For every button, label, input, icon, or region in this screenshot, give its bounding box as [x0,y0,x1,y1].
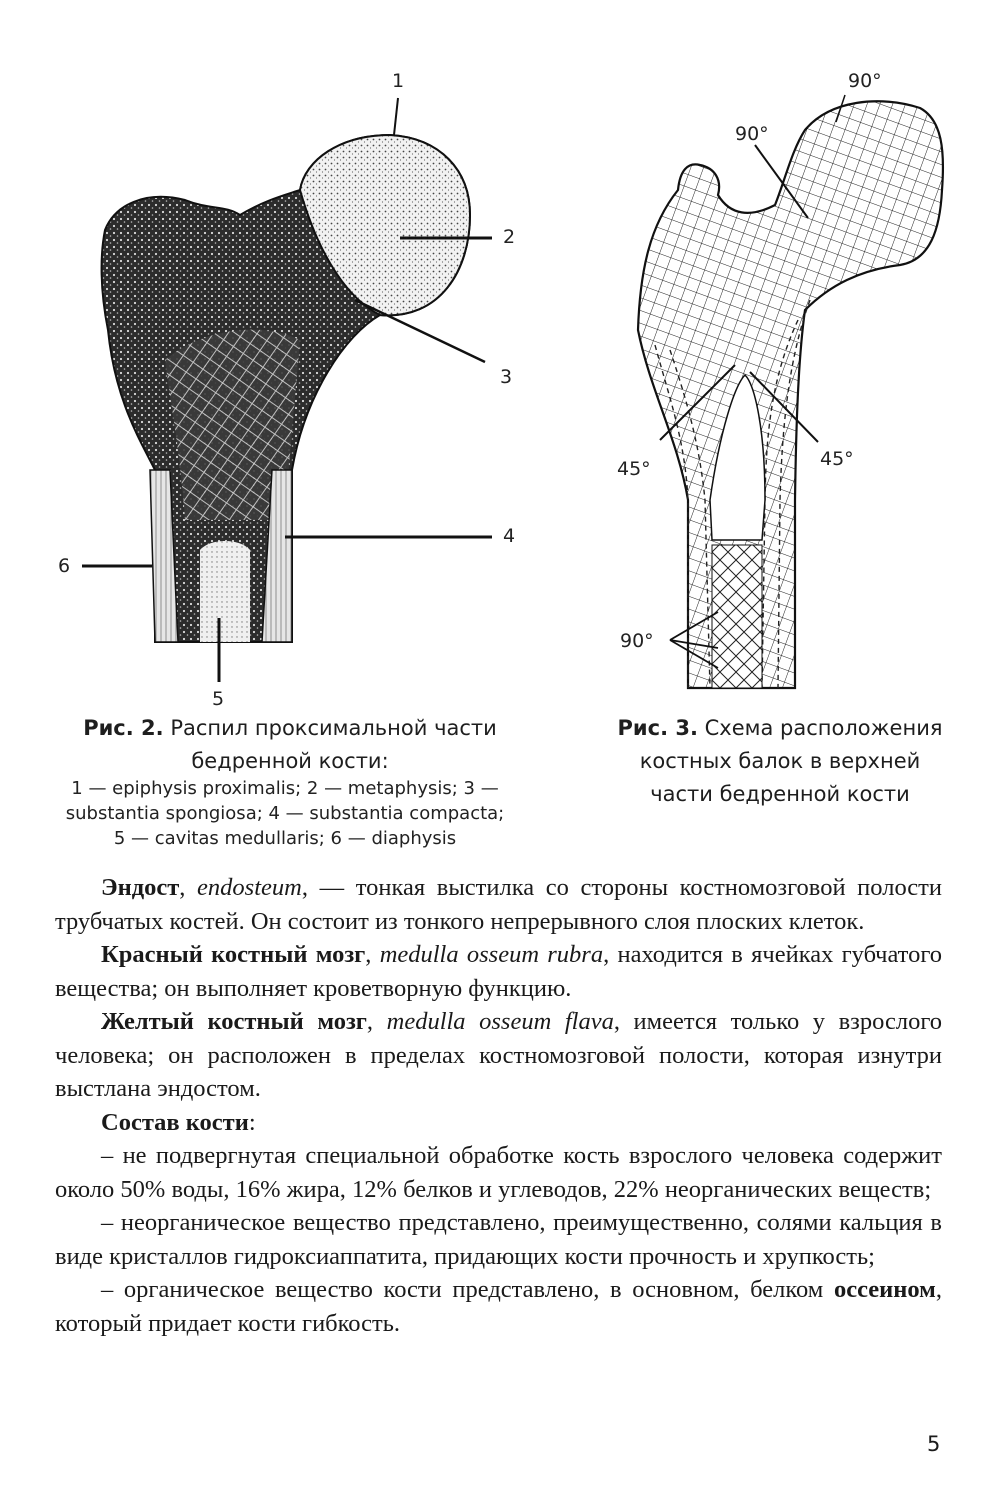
figure3-caption-prefix: Рис. 3. [617,716,698,740]
figure2-legend-line1: 1 — epiphysis proximalis; 2 — metaphysis; 3 — [71,778,499,799]
figure2-legend-line3: 5 — cavitas medullaris; 6 — diaphysis [113,828,457,849]
femur-section-illustration [0,0,560,720]
paragraph-red-marrow [55,938,942,1005]
figure2-legend [30,776,540,851]
term-bold: Эндост [101,874,180,901]
figure-label-2: 2 [503,226,516,248]
figure-label-1: 1 [392,70,405,92]
figure3-caption-line2: костных балок в верхней [639,749,921,773]
figure-label-4: 4 [503,525,516,547]
paragraph-text: – неорганическое вещество представлено, преимущественно, солями кальция в виде кристаллов гидроксиаппатита, придающих кости прочность и хрупкость; [55,1209,942,1270]
paragraph-composition-item-3 [55,1273,942,1340]
paragraph-text: – органическое вещество кости представлено, в основном, белком [101,1276,834,1303]
page-number: 5 [927,1432,941,1456]
figure3-caption-line3: части бедренной кости [650,782,910,806]
figure3-caption-line1: Схема расположения [704,716,943,740]
paragraph-text: , имеется только у взрослого человека; он расположен в пределах костномозговой полости, которая изнутри выстлана эндостом. [55,1008,943,1102]
figure-label-6: 6 [58,555,71,577]
angle-label-left: 45° [617,458,651,480]
paragraph-endosteum [55,871,942,938]
angle-label-right: 45° [820,448,854,470]
figure2-caption-line2: бедренной кости: [191,749,389,773]
term-bold: Желтый костный мозг [101,1008,367,1035]
figure3-caption [580,712,980,811]
figure2-caption-prefix: Рис. 2. [83,716,164,740]
paragraph-yellow-marrow [55,1005,942,1106]
angle-label-top-right: 90° [848,70,882,92]
paragraph-text: , который придает кости гибкость. [55,1276,942,1337]
paragraph-text: : [248,1108,256,1136]
paragraph-bone-composition-heading [55,1106,942,1140]
paragraph-composition-item-2 [55,1206,942,1273]
paragraph-composition-item-1 [55,1139,942,1206]
separator: , [365,941,380,968]
figure2-legend-line2: substantia spongiosa; 4 — substantia compacta; [65,803,505,824]
angle-label-top-mid: 90° [735,123,769,145]
term-latin: medulla osseum rubra [379,941,604,968]
term-ossein: оссеином [833,1276,936,1303]
separator: , [366,1008,387,1035]
paragraph-text: , находится в ячейках губчатого вещества; он выполняет кроветворную функцию. [55,941,943,1002]
term-latin: medulla osseum flava [386,1008,614,1035]
term-bold: Состав кости [101,1108,249,1136]
figure2-caption [40,712,540,778]
angle-label-bottom: 90° [620,630,654,652]
figure-label-5: 5 [212,688,225,710]
paragraph-text: , — тонкая выстилка со стороны костномозговой полости трубчатых костей. Он состоит из тонкого непрерывного слоя плоских клеток. [55,874,942,935]
separator: , [179,874,198,901]
trabecular-scheme-illustration [560,0,1000,720]
term-bold: Красный костный мозг [101,941,366,968]
figure-label-3: 3 [500,366,513,388]
body-text [55,871,942,1340]
figure2-caption-line1: Распил проксимальной части [170,716,497,740]
paragraph-text: – не подвергнутая специальной обработке кость взрослого человека содержит около 50% воды, 16% жира, 12% белков и углеводов, 22% неорганических веществ; [55,1142,942,1203]
term-latin: endosteum [197,874,302,901]
